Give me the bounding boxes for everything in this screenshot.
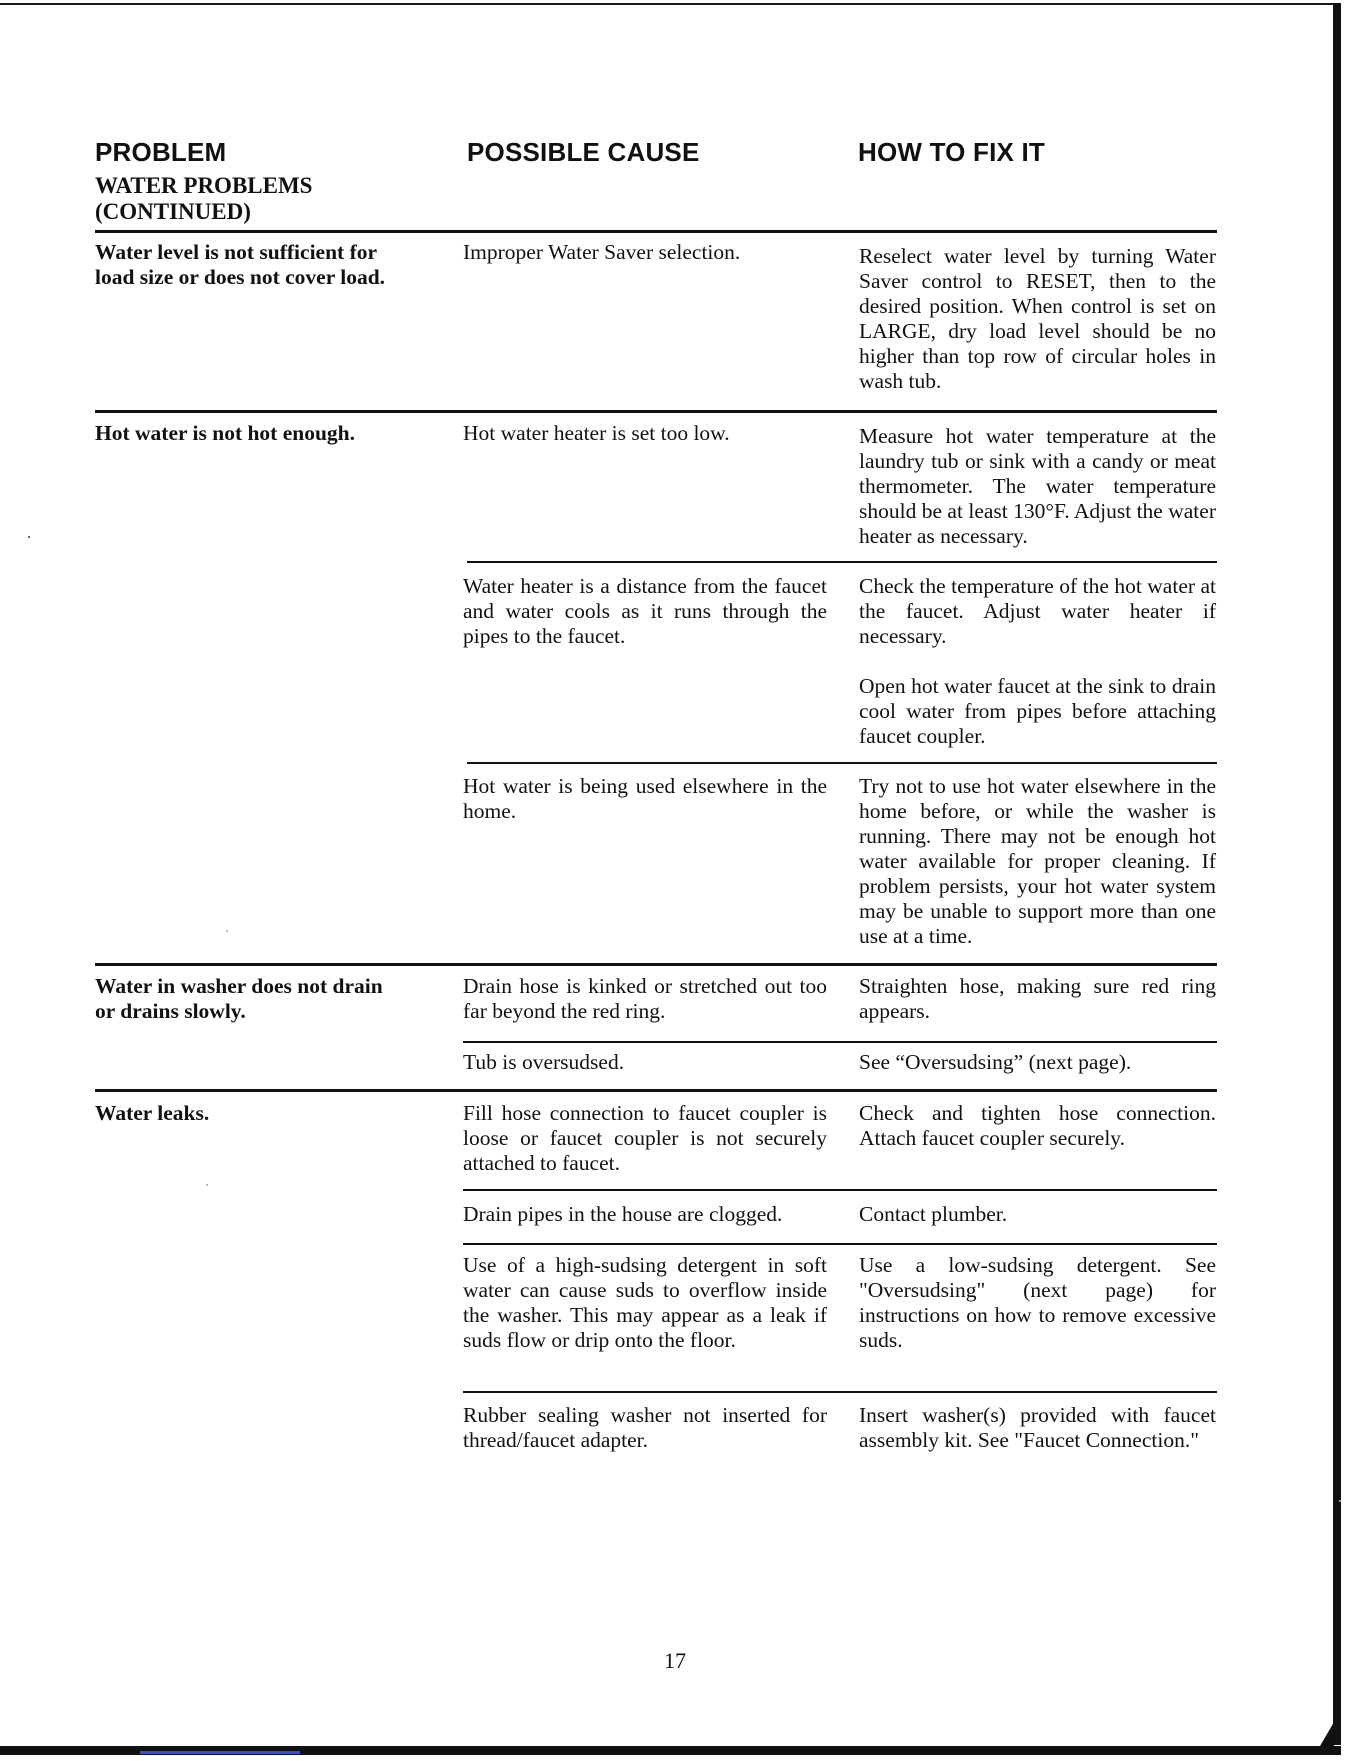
- column-header-possible-cause: POSSIBLE CAUSE: [467, 137, 700, 167]
- scan-speck: [226, 930, 228, 932]
- cause-hot-water-used-elsewhere: Hot water is being used elsewhere in the home.: [463, 774, 827, 823]
- row-divider: [463, 1243, 1217, 1245]
- cause-tub-oversudsed: Tub is oversudsed.: [463, 1050, 625, 1074]
- row-divider: [95, 230, 1217, 233]
- row-divider: [95, 1089, 1217, 1092]
- page-number: 17: [664, 1648, 686, 1673]
- problem-water-level: Water level is not sufficient for load size or does not cover load.: [95, 240, 386, 289]
- row-divider: [95, 410, 1217, 413]
- cause-high-sudsing-detergent: Use of a high-sudsing detergent in soft water can cause suds to overflow inside the washer. This may appear as a leak if suds flow or drip onto the floor.: [463, 1253, 827, 1352]
- section-title-line1: WATER PROBLEMS: [95, 173, 313, 198]
- fix-measure-temperature: Measure hot water temperature at the laundry tub or sink with a candy or meat thermometer. The water temperature should be at least 130°F. Adjust the water heater as necessary.: [859, 424, 1216, 548]
- fix-check-faucet-temperature: [859, 574, 1216, 749]
- page-border-top: [0, 3, 1334, 5]
- column-header-problem: PROBLEM: [95, 137, 227, 167]
- fix-use-low-sudsing-detergent: Use a low-sudsing detergent. See "Oversudsing" (next page) for instructions on how to remove excessive suds.: [859, 1253, 1216, 1352]
- fix-check-faucet-temperature-text: Check the temperature of the hot water at the faucet. Adjust water heater if necessary.: [859, 574, 1216, 648]
- fix-insert-washers: Insert washer(s) provided with faucet assembly kit. See "Faucet Connection.": [859, 1403, 1216, 1452]
- fix-reselect-water-level: Reselect water level by turning Water Saver control to RESET, then to the desired position. When control is set on LARGE, dry load level should be no higher than top row of circular holes in wash tub.: [859, 244, 1216, 393]
- row-divider: [467, 561, 1217, 563]
- row-divider: [95, 963, 1217, 966]
- row-divider: [467, 762, 1217, 764]
- fix-open-hot-water-faucet-text: Open hot water faucet at the sink to drain cool water from pipes before attaching faucet coupler.: [859, 674, 1216, 748]
- cause-drain-pipes-clogged: Drain pipes in the house are clogged.: [463, 1202, 783, 1226]
- fix-contact-plumber: Contact plumber.: [859, 1202, 1008, 1226]
- row-divider: [463, 1391, 1217, 1393]
- fix-tighten-hose-connection: Check and tighten hose connection. Attach faucet coupler securely.: [859, 1101, 1216, 1150]
- problem-water-not-draining: Water in washer does not drain or drains slowly.: [95, 974, 383, 1023]
- scan-speck: [28, 536, 30, 538]
- page-corner-mark: [1320, 1722, 1334, 1746]
- problem-water-leaks: Water leaks.: [95, 1101, 210, 1125]
- section-title: [95, 173, 312, 225]
- scan-speck: [206, 1184, 208, 1186]
- scan-speck: [1339, 1500, 1341, 1502]
- scan-edge-mark: [140, 1751, 300, 1754]
- cause-rubber-washer-missing: Rubber sealing washer not inserted for thread/faucet adapter.: [463, 1403, 827, 1452]
- fix-straighten-hose: Straighten hose, making sure red ring appears.: [859, 974, 1216, 1023]
- section-title-line2: (CONTINUED): [95, 199, 251, 224]
- cause-fill-hose-loose: Fill hose connection to faucet coupler is loose or faucet coupler is not securely attached to faucet.: [463, 1101, 827, 1175]
- problem-hot-water-not-hot: Hot water is not hot enough.: [95, 421, 356, 445]
- cause-drain-hose-kinked: Drain hose is kinked or stretched out too far beyond the red ring.: [463, 974, 827, 1023]
- cause-heater-distance: Water heater is a distance from the faucet and water cools as it runs through the pipes to the faucet.: [463, 574, 827, 648]
- page-border-right: [1333, 3, 1341, 1745]
- row-divider: [463, 1041, 1217, 1043]
- cause-heater-set-low: Hot water heater is set too low.: [463, 421, 730, 445]
- cause-improper-water-saver: Improper Water Saver selection.: [463, 240, 741, 264]
- row-divider: [463, 1189, 1217, 1191]
- column-header-how-to-fix: HOW TO FIX IT: [858, 137, 1045, 167]
- fix-see-oversudsing: See “Oversudsing” (next page).: [859, 1050, 1132, 1074]
- fix-avoid-other-hot-water-use: Try not to use hot water elsewhere in the home before, or while the washer is running. There may not be enough hot water available for proper cleaning. If problem persists, your hot water system may be unable to support more than one use at a time.: [859, 774, 1216, 948]
